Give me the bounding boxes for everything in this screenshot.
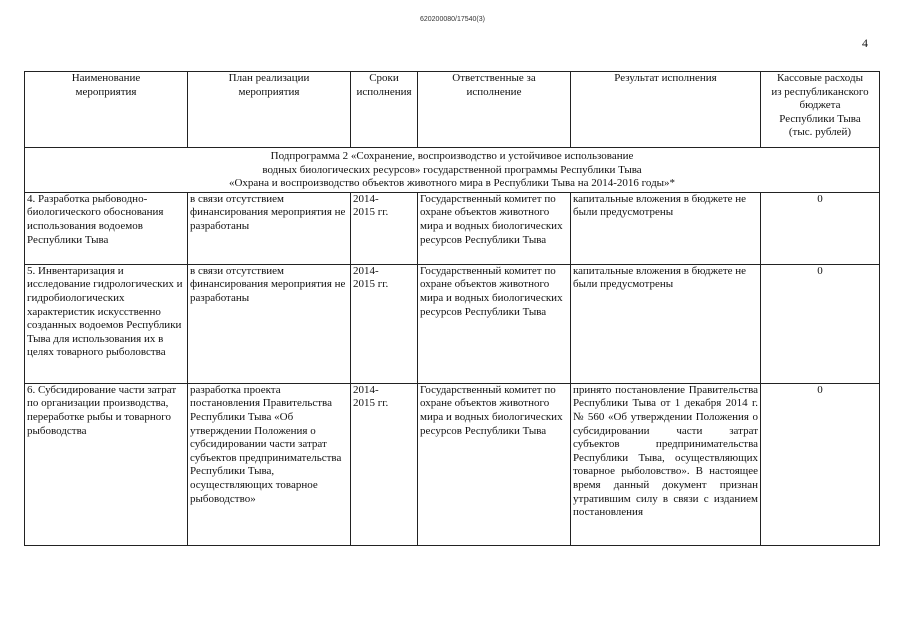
header-expenses: Кассовые расходы из республиканского бюджета Республики Тыва (тыс. рублей) — [761, 72, 880, 148]
subprogram-title: Подпрограмма 2 «Сохранение, воспроизводство и устойчивое использование водных биологических ресурсов» государственной программы Республики Тыва «Охрана и воспроизводство объектов животного мира в Республики Тыва на 2014-2016 годы»* — [25, 148, 880, 193]
row-name: 6. Субсидирование части затрат по организации производства, переработке рыбы и товарного рыбоводства — [25, 383, 188, 545]
document-code: 620200080/17540(3) — [419, 16, 485, 23]
table-header-row — [25, 72, 880, 148]
header-plan: План реализации мероприятия — [188, 72, 351, 148]
row-terms: 2014- 2015 гг. — [351, 264, 418, 383]
row-expenses: 0 — [761, 383, 880, 545]
row-result: капитальные вложения в бюджете не были предусмотрены — [571, 264, 761, 383]
header-result: Результат исполнения — [571, 72, 761, 148]
row-plan: разработка проекта постановления Правительства Республики Тыва «Об утверждении Положения о субсидировании части затрат субъектов предпринимательства Республики Тыва, осуществляющих товарное рыбоводство» — [188, 383, 351, 545]
row-expenses: 0 — [761, 192, 880, 264]
table-row — [25, 264, 880, 383]
row-plan: в связи отсутствием финансирования мероприятия не разработаны — [188, 264, 351, 383]
row-result: принято постановление Правительства Республики Тыва от 1 декабря 2014 г. № 560 «Об утверждении Положения о субсидировании части затрат субъектов предпринимательства Республики Тыва, осуществляющих товарное рыболовство». В настоящее время данный документ признан утратившим силу в связи с изданием постановления — [571, 383, 761, 545]
row-expenses: 0 — [761, 264, 880, 383]
report-table — [24, 71, 880, 546]
row-terms: 2014- 2015 гг. — [351, 192, 418, 264]
page-number: 4 — [862, 36, 868, 50]
row-name: 4. Разработка рыбоводно-биологического обоснования использования водоемов Республики Тыва — [25, 192, 188, 264]
row-terms: 2014- 2015 гг. — [351, 383, 418, 545]
row-result: капитальные вложения в бюджете не были предусмотрены — [571, 192, 761, 264]
header-responsible: Ответственные за исполнение — [418, 72, 571, 148]
header-terms: Сроки исполнения — [351, 72, 418, 148]
row-responsible: Государственный комитет по охране объектов животного мира и водных биологических ресурсов Республики Тыва — [418, 383, 571, 545]
row-responsible: Государственный комитет по охране объектов животного мира и водных биологических ресурсов Республики Тыва — [418, 264, 571, 383]
table-row — [25, 383, 880, 545]
row-name: 5. Инвентаризация и исследование гидрологических и гидробиологических характеристик искусственно созданных водоемов Республики Тыва для использования их в целях товарного рыболовства — [25, 264, 188, 383]
subprogram-row — [25, 148, 880, 193]
row-responsible: Государственный комитет по охране объектов животного мира и водных биологических ресурсов Республики Тыва — [418, 192, 571, 264]
table-row — [25, 192, 880, 264]
header-name: Наименование мероприятия — [25, 72, 188, 148]
row-plan: в связи отсутствием финансирования мероприятия не разработаны — [188, 192, 351, 264]
